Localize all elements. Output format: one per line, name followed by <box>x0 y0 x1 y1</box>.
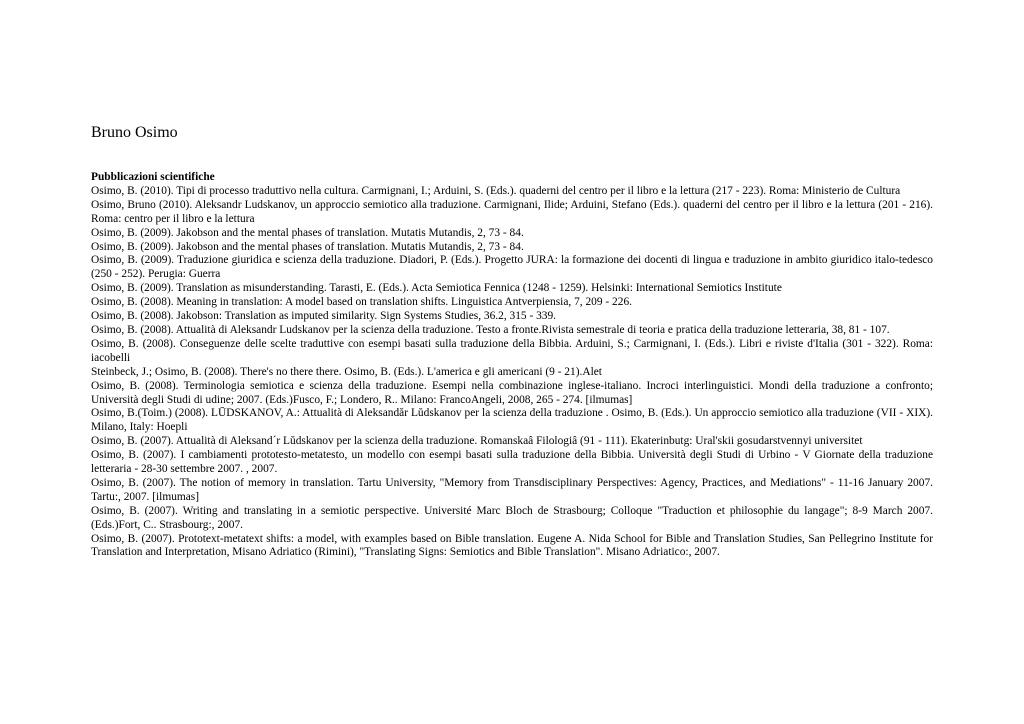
publication-entry: Osimo, B. (2008). Meaning in translation: A model based on translation shifts. Linguistica Antverpiensia, 7, 209 - 226. <box>91 296 632 309</box>
publication-entry: Osimo, B. (2008). Conseguenze delle scelte traduttive con esempi basati sulla traduzione della Bibbia. Arduini, S.; Carmignani, I. (Eds.). Libri e riviste d'Italia (301 - 322). Roma: iacobelli <box>91 337 933 364</box>
publication-entry: Osimo, Bruno (2010). Aleksandr Ludskanov, un approccio semiotico alla traduzione. Carmignani, Ilide; Arduini, Stefano (Eds.). quaderni del centro per il libro e la lettura (201 - 216). Roma: centro per il libro e la lettura <box>91 198 933 225</box>
section-title: Pubblicazioni scientifiche <box>91 171 215 183</box>
publication-entry: Osimo, B. (2007). Prototext-metatext shifts: a model, with examples based on Bible translation. Eugene A. Nida School for Bible and Translation Studies, San Pellegrino Institute for Translation and Interpretation, Misano Adriatico (Rimini), "Translating Signs: Semiotics and Bible Translation". Misano Adriatico:, 2007. <box>91 532 933 559</box>
publication-entry: Osimo, B. (2008). Jakobson: Translation as imputed similarity. Sign Systems Studies, 36.2, 315 - 339. <box>91 310 557 323</box>
publication-entry: Osimo, B. (2009). Jakobson and the mental phases of translation. Mutatis Mutandis, 2, 73 - 84. <box>91 226 524 239</box>
publication-entry: Osimo, B. (2009). Traduzione giuridica e scienza della traduzione. Diadori, P. (Eds.). Progetto JURA: la formazione dei docenti di lingua e traduzione in ambito giuridico italo-tedesco (250 - 252). Perugia: Guerra <box>91 254 933 281</box>
publication-entry: Osimo, B.(Toim.) (2008). LŪDSKANOV, A.: Attualità di Aleksandăr Lŭdskanov per la scienza della traduzione . Osimo, B. (Eds.). Un approccio semiotico alla traduzione (VII - XIX). Milano, Italy: Hoepli <box>91 407 933 434</box>
publication-entry: Osimo, B. (2007). Attualità di Aleksand´r Lŭdskanov per la scienza della traduzione. Romanskaâ Filologiâ (91 - 111). Ekaterinbutg: Ural'skii gosudarstvennyi universitet <box>91 435 863 448</box>
publication-entry: Osimo, B. (2007). I cambiamenti prototesto-metatesto, un modello con esempi basati sulla traduzione della Bibbia. Università degli Studi di Urbino - V Giornate della traduzione letteraria - 28-30 settembre 2007. , 2007. <box>91 449 933 476</box>
publication-entry: Osimo, B. (2007). Writing and translating in a semiotic perspective. Université Marc Bloch de Strasbourg; Colloque "Traduction et philosophie du langage"; 8-9 March 2007. (Eds.)Fort, C.. Strasbourg:, 2007. <box>91 504 933 531</box>
publication-entry: Osimo, B. (2009). Jakobson and the mental phases of translation. Mutatis Mutandis, 2, 73 - 84. <box>91 240 524 253</box>
author-name: Bruno Osimo <box>91 124 178 141</box>
publication-entry: Osimo, B. (2008). Attualità di Aleksandr Ludskanov per la scienza della traduzione. Testo a fronte.Rivista semestrale di teoria e pratica della traduzione letteraria, 38, 81 - 107. <box>91 323 890 336</box>
publication-list <box>91 185 933 560</box>
publication-entry: Osimo, B. (2009). Translation as misunderstanding. Tarasti, E. (Eds.). Acta Semiotica Fennica (1248 - 1259). Helsinki: International Semiotics Institute <box>91 282 782 295</box>
publication-entry: Osimo, B. (2007). The notion of memory in translation. Tartu University, "Memory from Transdisciplinary Perspectives: Agency, Practices, and Mediations" - 11-16 January 2007. Tartu:, 2007. [ilmumas] <box>91 476 933 503</box>
publications-section <box>91 171 933 560</box>
publication-entry: Osimo, B. (2008). Terminologia semiotica e scienza della traduzione. Esempi nella combinazione inglese-italiano. Incroci interlinguistici. Mondi della traduzione a confronto; Università degli Studi di udine; 2007. (Eds.)Fusco, F.; Londero, R.. Milano: FrancoAngeli, 2008, 265 - 274. [ilmumas] <box>91 379 933 406</box>
publication-entry: Steinbeck, J.; Osimo, B. (2008). There's no there there. Osimo, B. (Eds.). L'america e gli americani (9 - 21).Alet <box>91 365 602 378</box>
publication-entry: Osimo, B. (2010). Tipi di processo traduttivo nella cultura. Carmignani, I.; Arduini, S. (Eds.). quaderni del centro per il libro e la lettura (217 - 223). Roma: Ministerio de Cultura <box>91 184 901 197</box>
